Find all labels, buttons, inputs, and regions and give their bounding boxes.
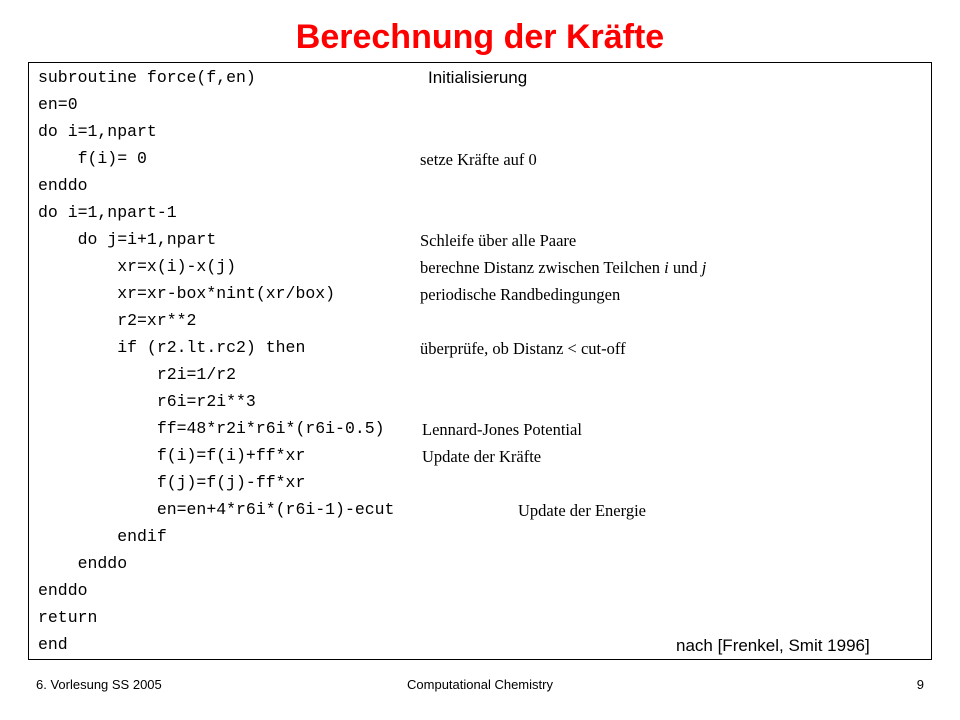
code-line: xr=x(i)-x(j) <box>38 257 237 276</box>
annotation-periodic: periodische Randbedingungen <box>420 285 621 304</box>
code-line: r2=xr**2 <box>38 311 197 330</box>
code-line: do j=i+1,npart <box>38 230 217 249</box>
annotation-distance-and: und <box>668 258 702 277</box>
code-line: r2i=1/r2 <box>38 365 237 384</box>
annotation-lennard-jones: Lennard-Jones Potential <box>422 420 582 439</box>
code-line: ff=48*r2i*r6i*(r6i-0.5) <box>38 419 385 438</box>
citation-credit: nach [Frenkel, Smit 1996] <box>676 636 870 655</box>
code-line: do i=1,npart-1 <box>38 203 177 222</box>
code-line: return <box>38 608 98 627</box>
code-line: if (r2.lt.rc2) then <box>38 338 306 357</box>
annotation-distance-text: berechne Distanz zwischen Teilchen <box>420 258 665 277</box>
code-line: enddo <box>38 554 128 573</box>
annotation-init: Initialisierung <box>428 68 528 87</box>
code-line: enddo <box>38 581 88 600</box>
code-line: do i=1,npart <box>38 122 157 141</box>
annotation-distance <box>420 258 706 278</box>
code-line: f(i)=f(i)+ff*xr <box>38 446 306 465</box>
annotation-update-energy: Update der Energie <box>518 501 646 520</box>
code-line: subroutine force(f,en) <box>38 68 256 87</box>
slide-title: Berechnung der Kräfte <box>295 18 665 56</box>
footer-lecture: 6. Vorlesung SS 2005 <box>36 677 162 692</box>
code-line: r6i=r2i**3 <box>38 392 256 411</box>
code-line: enddo <box>38 176 88 195</box>
annotation-cutoff-check: überprüfe, ob Distanz < cut-off <box>420 339 626 358</box>
annotation-reset-forces: setze Kräfte auf 0 <box>420 150 537 169</box>
annotation-pair-loop: Schleife über alle Paare <box>420 231 577 250</box>
code-line: f(i)= 0 <box>38 149 147 168</box>
code-line: xr=xr-box*nint(xr/box) <box>38 284 336 303</box>
annotation-update-forces: Update der Kräfte <box>422 447 542 466</box>
code-line: en=en+4*r6i*(r6i-1)-ecut <box>38 500 395 519</box>
code-line: endif <box>38 527 167 546</box>
footer-page-number: 9 <box>916 677 924 692</box>
code-line: f(j)=f(j)-ff*xr <box>38 473 306 492</box>
footer-course: Computational Chemistry <box>407 677 553 692</box>
code-line: en=0 <box>38 95 78 114</box>
annotation-distance-j: j <box>701 258 707 277</box>
code-line: end <box>38 635 68 654</box>
annotation-distance-i: i <box>664 258 669 277</box>
